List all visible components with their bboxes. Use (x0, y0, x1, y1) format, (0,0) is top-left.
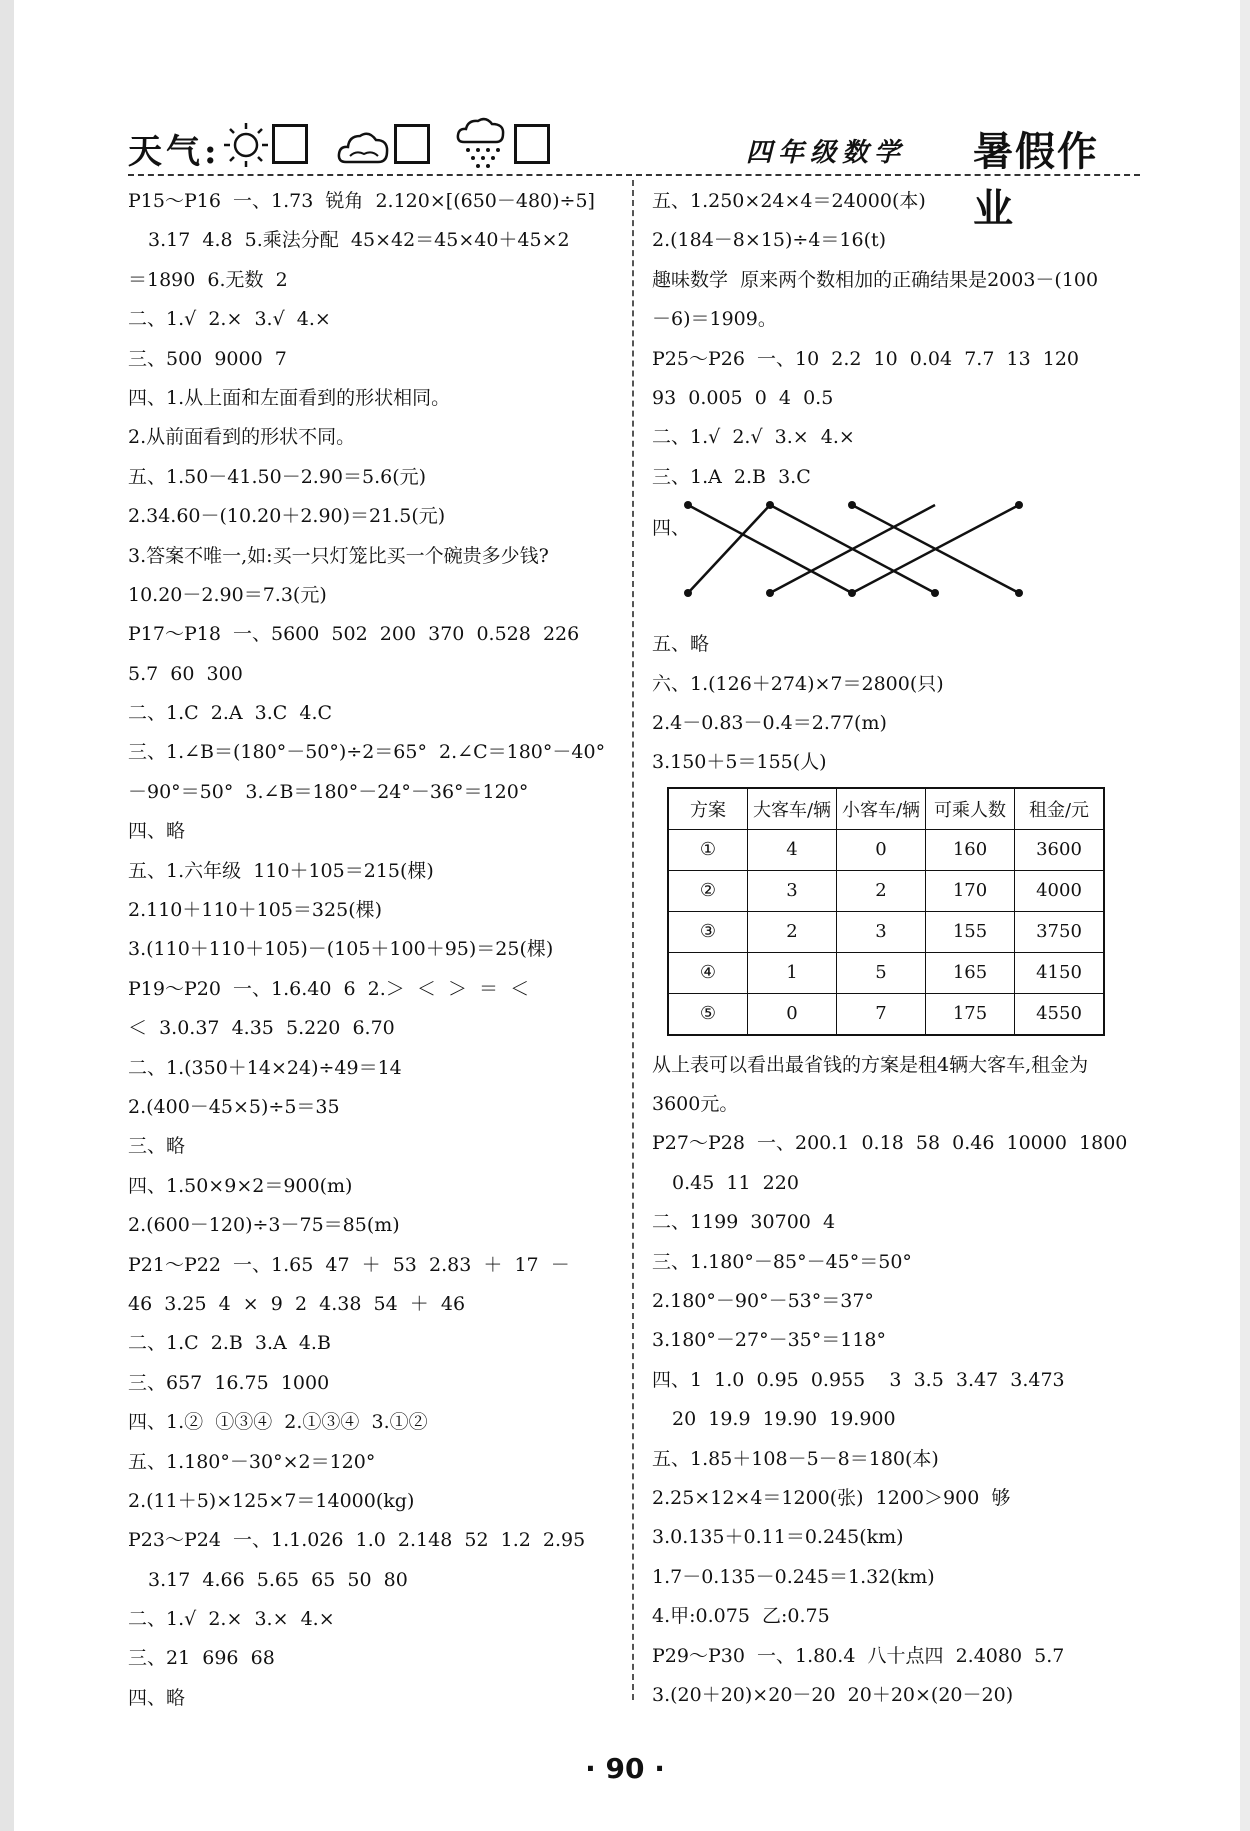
table-header-cell: 租金/元 (1015, 788, 1105, 830)
answer-line: 二、1.√ 2.× 3.√ 4.× (128, 308, 331, 331)
cloud-checkbox[interactable] (394, 124, 430, 164)
answer-line: 3.17 4.8 5.乘法分配 45×42＝45×40＋45×2 (148, 229, 570, 252)
answer-line: 3.150＋5＝155(人) (652, 751, 827, 774)
rental-plan-table (667, 787, 1105, 1036)
table-row (668, 911, 1104, 952)
page-number: · 90 · (585, 1752, 665, 1785)
table-cell: ① (668, 829, 748, 870)
answer-line: 四、略 (128, 1686, 186, 1709)
answer-line: 二、1.C 2.B 3.A 4.B (128, 1332, 331, 1355)
answer-line: 2.从前面看到的形状不同。 (128, 426, 356, 449)
grade-subject: 四年级数学 (746, 138, 907, 168)
answer-line: 四、1.50×9×2＝900(m) (128, 1174, 353, 1197)
table-cell: 175 (926, 993, 1015, 1035)
answer-line: 六、1.(126＋274)×7＝2800(只) (652, 672, 944, 695)
answer-line: 四、1.② ①③④ 2.①③④ 3.①② (128, 1411, 428, 1434)
right-column (652, 182, 1152, 1715)
answer-line: 三、1.180°－85°－45°＝50° (652, 1250, 912, 1273)
answer-line: 三、1.A 2.B 3.C (652, 465, 811, 488)
answer-line: 2.25×12×4＝1200(张) 1200＞900 够 (652, 1486, 1011, 1509)
answer-line: ＜ 3.0.37 4.35 5.220 6.70 (128, 1017, 395, 1040)
answer-line: 3.17 4.66 5.65 65 50 80 (148, 1568, 408, 1591)
table-cell: 5 (837, 952, 926, 993)
table-header-cell: 方案 (668, 788, 748, 830)
answer-line: 3.180°－27°－35°＝118° (652, 1329, 887, 1352)
answer-line: 3.(20＋20)×20－20 20＋20×(20－20) (652, 1683, 1014, 1706)
answer-line: 二、1199 30700 4 (652, 1211, 836, 1234)
answer-line: P25～P26 一、10 2.2 10 0.04 7.7 13 120 (652, 347, 1080, 370)
answer-line: 1.7－0.135－0.245＝1.32(km) (652, 1565, 935, 1588)
table-header-cell: 小客车/辆 (837, 788, 926, 830)
answer-line: 93 0.005 0 4 0.5 (652, 386, 834, 409)
answer-line: 三、略 (128, 1135, 186, 1158)
right-mid-block (652, 625, 1152, 783)
table-cell: 3600 (1015, 829, 1105, 870)
table-cell: 3 (837, 911, 926, 952)
answer-line: 三、21 696 68 (128, 1647, 275, 1670)
answer-line: 2.180°－90°－53°＝37° (652, 1290, 874, 1313)
answer-line: 2.(11＋5)×125×7＝14000(kg) (128, 1489, 415, 1512)
answer-line: 4.甲:0.075 乙:0.75 (652, 1605, 830, 1628)
answer-line: 10.20－2.90＝7.3(元) (128, 583, 327, 606)
table-cell: ⑤ (668, 993, 748, 1035)
table-cell: 0 (748, 993, 837, 1035)
rain-icon (456, 116, 508, 176)
rain-checkbox[interactable] (514, 124, 550, 164)
weather-label: 天气: (128, 132, 221, 172)
table-cell: 3750 (1015, 911, 1105, 952)
answer-line: 0.45 11 220 (672, 1171, 799, 1194)
answer-line: 3.(110＋110＋105)－(105＋100＋95)＝25(棵) (128, 938, 554, 961)
table-header-row (668, 788, 1104, 830)
answer-line: 趣味数学 原来两个数相加的正确结果是2003－(100 (652, 268, 1099, 291)
table-cell: 2 (748, 911, 837, 952)
answer-line: P27～P28 一、200.1 0.18 58 0.46 10000 1800 (652, 1132, 1128, 1155)
answer-line: 三、1.∠B＝(180°－50°)÷2＝65° 2.∠C＝180°－40° (128, 741, 606, 764)
answer-line: 四、略 (128, 820, 186, 843)
answer-line: 2.4－0.83－0.4＝2.77(m) (652, 711, 887, 734)
answer-line: 四、1 1.0 0.95 0.955 3 3.5 3.47 3.473 (652, 1368, 1065, 1391)
answer-line: 三、500 9000 7 (128, 347, 287, 370)
sun-checkbox[interactable] (272, 124, 308, 164)
left-column (128, 182, 628, 1718)
table-cell: ③ (668, 911, 748, 952)
answer-line: 3.0.135＋0.11＝0.245(km) (652, 1526, 904, 1549)
table-row (668, 870, 1104, 911)
answer-line: 20 19.9 19.90 19.900 (672, 1408, 896, 1431)
answer-line: －90°＝50° 3.∠B＝180°－24°－36°＝120° (128, 780, 529, 803)
answer-line: 五、1.六年级 110＋105＝215(棵) (128, 859, 434, 882)
table-cell: 170 (926, 870, 1015, 911)
matching-diagram (652, 497, 1152, 625)
table-cell: 7 (837, 993, 926, 1035)
table-cell: 155 (926, 911, 1015, 952)
right-top-block (652, 182, 1152, 497)
table-cell: 3 (748, 870, 837, 911)
answer-line: 2.110＋110＋105＝325(棵) (128, 899, 383, 922)
answer-line: P23～P24 一、1.1.026 1.0 2.148 52 1.2 2.95 (128, 1529, 586, 1552)
answer-line: 五、1.85＋108－5－8＝180(本) (652, 1447, 939, 1470)
table-row (668, 829, 1104, 870)
table-cell: ④ (668, 952, 748, 993)
match-line (688, 505, 770, 593)
answer-line: 二、1.√ 2.× 3.× 4.× (128, 1608, 335, 1631)
answer-line: 二、1.C 2.A 3.C 4.C (128, 702, 333, 725)
table-row (668, 952, 1104, 993)
match-line (688, 505, 852, 593)
answer-line: 三、657 16.75 1000 (128, 1371, 330, 1394)
answer-line: P29～P30 一、1.80.4 八十点四 2.4080 5.7 (652, 1644, 1065, 1667)
answer-line: 从上表可以看出最省钱的方案是租4辆大客车,租金为 (652, 1053, 1089, 1076)
table-header-cell: 大客车/辆 (748, 788, 837, 830)
answer-line: P17～P18 一、5600 502 200 370 0.528 226 (128, 623, 580, 646)
answer-line: 2.(600－120)÷3－75＝85(m) (128, 1214, 400, 1237)
answer-line: P19～P20 一、1.6.40 6 2.＞ ＜ ＞ ＝ ＜ (128, 977, 530, 1000)
column-divider (632, 180, 634, 1700)
table-cell: 160 (926, 829, 1015, 870)
answer-line: ＝1890 6.无数 2 (128, 268, 288, 291)
table-cell: 165 (926, 952, 1015, 993)
answer-line: 五、1.180°－30°×2＝120° (128, 1450, 376, 1473)
sun-icon (224, 118, 268, 172)
table-header-cell: 可乘人数 (926, 788, 1015, 830)
answer-line: 二、1.(350＋14×24)÷49＝14 (128, 1056, 402, 1079)
answer-line: 五、1.50－41.50－2.90＝5.6(元) (128, 465, 427, 488)
table-cell: ② (668, 870, 748, 911)
answer-line: 5.7 60 300 (128, 662, 243, 685)
right-bottom-block (652, 1046, 1152, 1716)
answer-line: 五、1.250×24×4＝24000(本) (652, 190, 926, 212)
answer-line: 3600元。 (652, 1093, 739, 1116)
answer-line: 2.(400－45×5)÷5＝35 (128, 1095, 340, 1118)
answer-line: P21～P22 一、1.65 47 ＋ 53 2.83 ＋ 17 － (128, 1253, 570, 1276)
table-cell: 2 (837, 870, 926, 911)
answer-line: 2.34.60－(10.20＋2.90)＝21.5(元) (128, 505, 446, 528)
answer-line: 五、略 (652, 633, 710, 656)
answer-line: 四、1.从上面和左面看到的形状相同。 (128, 386, 451, 409)
answer-line: 46 3.25 4 × 9 2 4.38 54 ＋ 46 (128, 1292, 466, 1315)
answer-line: －6)＝1909。 (652, 308, 777, 331)
table-cell: 1 (748, 952, 837, 993)
answer-line: P15～P16 一、1.73 锐角 2.120×[(650－480)÷5] (128, 190, 595, 212)
table-cell: 4150 (1015, 952, 1105, 993)
diagram-label: 四、 (652, 517, 691, 540)
table-cell: 4550 (1015, 993, 1105, 1035)
header-divider (128, 174, 1140, 176)
answer-line: 2.(184－8×15)÷4＝16(t) (652, 229, 887, 252)
brand-title: 暑假作业 (973, 129, 1099, 232)
cloud-icon (336, 126, 390, 170)
answer-line: 3.答案不唯一,如:买一只灯笼比买一个碗贵多少钱? (128, 544, 549, 567)
table-row (668, 993, 1104, 1035)
answer-line: 二、1.√ 2.√ 3.× 4.× (652, 426, 855, 449)
table-cell: 0 (837, 829, 926, 870)
table-cell: 4 (748, 829, 837, 870)
table-cell: 4000 (1015, 870, 1105, 911)
